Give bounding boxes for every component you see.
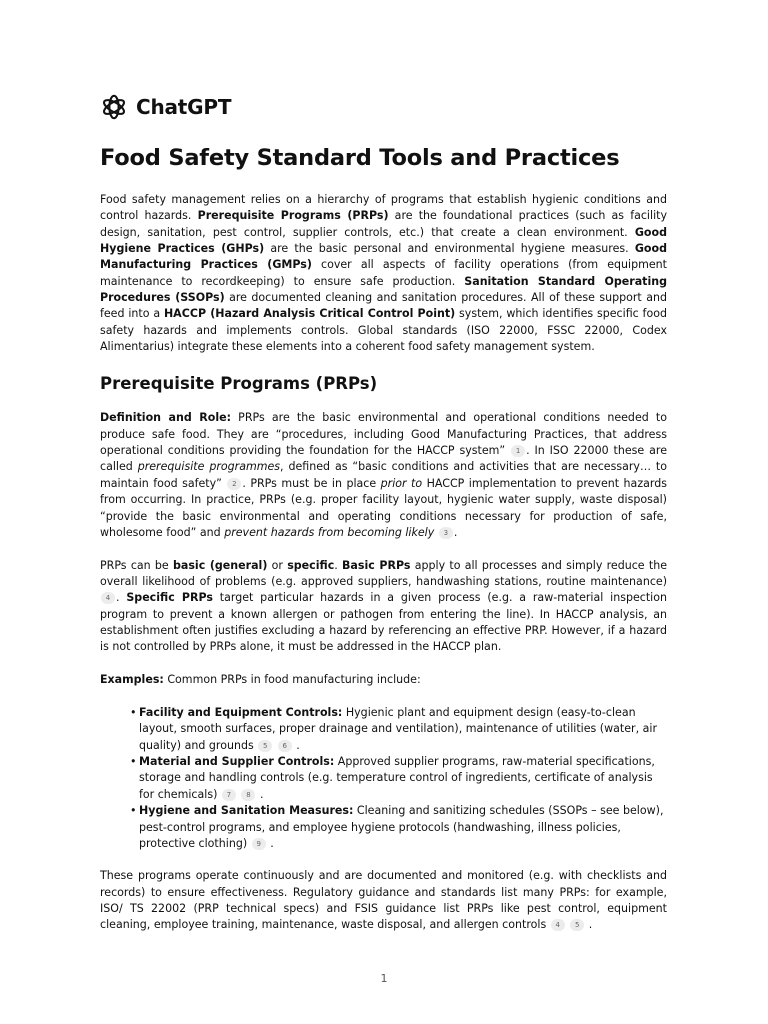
citation-badge[interactable]: 4 <box>101 592 115 604</box>
page-title: Food Safety Standard Tools and Practices <box>100 145 620 171</box>
document-page <box>100 92 667 950</box>
examples-list <box>100 705 667 852</box>
citation-badge[interactable]: 7 <box>222 789 236 801</box>
citation-badge[interactable]: 6 <box>278 740 292 752</box>
list-item: • Facility and Equipment Controls: Hygienic plant and equipment design (easy-to-clean layout, smooth surfaces, proper drainage and ventilation), maintenance of utilities (water, air quality) and grounds 5 6 . <box>130 705 667 754</box>
citation-badge[interactable]: 5 <box>570 919 584 931</box>
monitoring-paragraph: These programs operate continuously and are documented and monitored (e.g. with checklists and records) to ensure effectiveness. Regulatory guidance and standards list many PRPs: for example, ISO/ TS 22002 (PRP technical specs) and FSIS guidance list PRPs like pest control, equipment cleaning, employee training, maintenance, waste disposal, and allergen controls 4 5 . <box>100 869 667 932</box>
page-number: 1 <box>380 972 388 985</box>
citation-badge[interactable]: 9 <box>252 838 266 850</box>
section-heading-prps: Prerequisite Programs (PRPs) <box>100 374 378 394</box>
citation-badge[interactable]: 5 <box>258 740 272 752</box>
brand-name: ChatGPT <box>136 95 232 119</box>
list-item: • Hygiene and Sanitation Measures: Cleaning and sanitizing schedules (SSOPs – see below), pest-control programs, and employee hygiene protocols (handwashing, illness policies, protective clothing) 9 . <box>130 803 667 852</box>
citation-badge[interactable]: 4 <box>551 919 565 931</box>
list-item: • Material and Supplier Controls: Approved supplier programs, raw-material specifications, storage and handling controls (e.g. temperature control of ingredients, certificate of analysis for chemicals) 7 8 . <box>130 754 667 803</box>
brand-header <box>100 92 667 122</box>
examples-paragraph: Examples: Common PRPs in food manufacturing include: <box>100 673 421 687</box>
openai-logo-icon <box>100 93 128 121</box>
citation-badge[interactable]: 2 <box>227 478 241 490</box>
definition-paragraph: Definition and Role: PRPs are the basic environmental and operational conditions needed to produce safe food. They are “procedures, including Good Manufacturing Practices, that address operational conditions providing the foundation for the HACCP system” 1 . In ISO 22000 these are called prerequisite programmes, defined as “basic conditions and activities that are necessary… to maintain food safety” 2 . PRPs must be in place prior to HACCP implementation to prevent hazards from occurring. In practice, PRPs (e.g. proper facility layout, hygienic water supply, waste disposal) “provide the basic environmental and operating conditions necessary for production of safe, wholesome food” and prevent hazards from becoming likely 3 . <box>100 411 668 539</box>
citation-badge[interactable]: 8 <box>241 789 255 801</box>
citation-badge[interactable]: 3 <box>439 527 453 539</box>
citation-badge[interactable]: 1 <box>511 445 525 457</box>
intro-paragraph: Food safety management relies on a hierarchy of programs that establish hygienic conditions and control hazards. Prerequisite Programs (PRPs) are the foundational practices (such as facility design, sanitation, pest control, supplier controls, etc.) that create a clean environment. Good Hygiene Practices (GHPs) are the basic personal and environmental hygiene measures. Good Manufacturing Practices (GMPs) cover all aspects of facility operations (from equipment maintenance to recordkeeping) to ensure safe production. Sanitation Standard Operating Procedures (SSOPs) are documented cleaning and sanitation procedures. All of these support and feed into a HACCP (Hazard Analysis Critical Control Point) system, which identifies specific food safety hazards and implements controls. Global standards (ISO 22000, FSSC 22000, Codex Alimentarius) integrate these elements into a coherent food safety management system. <box>100 193 668 354</box>
prp-types-paragraph: PRPs can be basic (general) or specific. Basic PRPs apply to all processes and simply reduce the overall likelihood of problems (e.g. approved suppliers, handwashing stations, routine maintenance) 4 . Specific PRPs target particular hazards in a given process (e.g. a raw-material inspection program to prevent a known allergen or pathogen from entering the line). In HACCP analysis, an establishment often justifies excluding a hazard by referencing an effective PRP. However, if a hazard is not controlled by PRPs alone, it must be addressed in the HACCP plan. <box>100 558 667 654</box>
